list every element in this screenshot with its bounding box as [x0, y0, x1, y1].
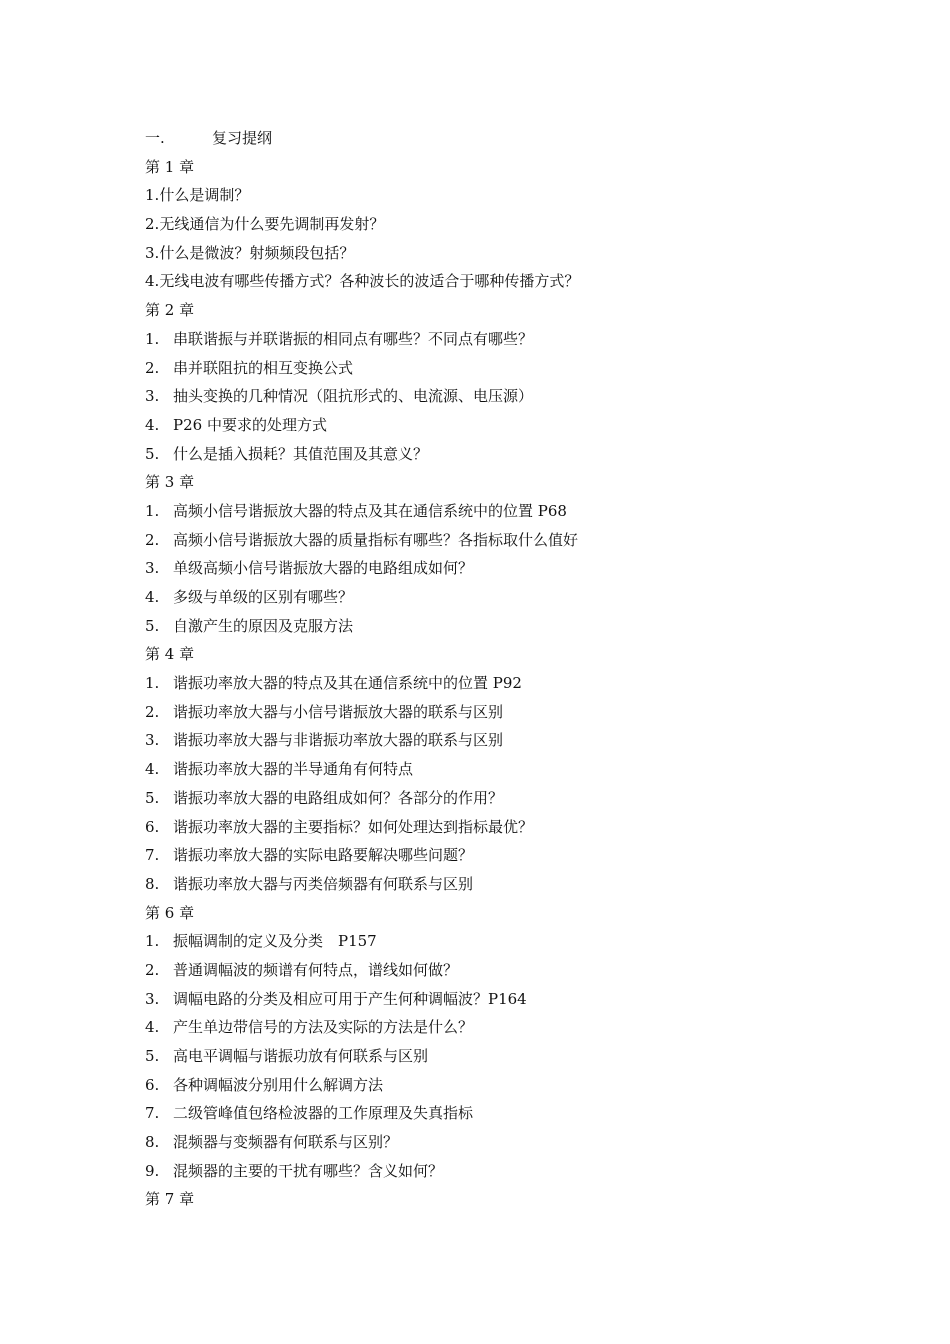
question-text: 谐振功率放大器的半导通角有何特点	[173, 760, 414, 779]
question-text: 混频器的主要的干扰有哪些？含义如何？	[173, 1161, 444, 1180]
question-text: 二级管峰值包络检波器的工作原理及失真指标	[173, 1104, 474, 1123]
chapter-title: 第 7 章	[145, 1190, 195, 1209]
question-text: 单级高频小信号谐振放大器的电路组成如何？	[173, 559, 474, 578]
question-number: 9.	[145, 1161, 160, 1180]
question-item	[145, 669, 905, 698]
question-item	[145, 1128, 905, 1157]
question-text: 多级与单级的区别有哪些？	[173, 588, 354, 606]
question-number: 1.	[145, 932, 160, 951]
question-item	[145, 1042, 905, 1071]
question-number: 4.	[145, 415, 160, 434]
question-number: 2.	[145, 702, 160, 721]
question-number: 6.	[145, 1075, 160, 1094]
section-marker: 一.	[145, 129, 165, 147]
question-number: 2.	[145, 960, 160, 979]
question-number: 3.	[145, 243, 160, 262]
question-item	[145, 813, 905, 842]
question-text: 什么是插入损耗？其值范围及其意义？	[173, 444, 429, 463]
question-number: 2.	[145, 530, 160, 549]
question-text: 什么是微波？射频频段包括？	[159, 243, 355, 262]
question-item	[145, 927, 905, 956]
question-item	[145, 956, 905, 985]
question-number: 1.	[145, 501, 160, 520]
question-number: 3.	[145, 559, 160, 578]
question-text: 高频小信号谐振放大器的质量指标有哪些？各指标取什么值好	[173, 530, 579, 549]
question-number: 1.	[145, 674, 160, 693]
question-number: 5.	[145, 1047, 160, 1065]
document-content	[145, 124, 905, 1214]
question-item	[145, 583, 905, 612]
chapter-title: 第 3 章	[145, 473, 195, 492]
chapter-title: 第 4 章	[145, 645, 195, 664]
question-item	[145, 554, 905, 583]
question-number: 8.	[145, 874, 160, 893]
question-number: 5.	[145, 788, 160, 807]
question-text: 谐振功率放大器的实际电路要解决哪些问题？	[173, 846, 474, 865]
question-item	[145, 411, 905, 440]
question-text: P26 中要求的处理方式	[173, 415, 327, 434]
question-item	[145, 181, 905, 210]
question-item	[145, 526, 905, 555]
question-text: 谐振功率放大器与丙类倍频器有何联系与区别	[173, 874, 474, 893]
question-text: 无线电波有哪些传播方式？各种波长的波适合于哪种传播方式？	[159, 272, 580, 291]
question-item	[145, 612, 905, 641]
question-text: 产生单边带信号的方法及实际的方法是什么？	[173, 1018, 474, 1037]
question-number: 7.	[145, 846, 160, 865]
question-number: 4.	[145, 760, 160, 779]
question-item	[145, 841, 905, 870]
question-number: 2.	[145, 358, 160, 377]
question-number: 3.	[145, 387, 160, 406]
question-text: 无线通信为什么要先调制再发射？	[159, 215, 385, 234]
question-item	[145, 1071, 905, 1100]
question-item	[145, 210, 905, 239]
question-text: 什么是调制？	[159, 186, 250, 205]
question-text: 谐振功率放大器与非谐振功率放大器的联系与区别	[173, 731, 504, 750]
question-number: 4.	[145, 272, 160, 291]
question-text: 谐振功率放大器的主要指标？如何处理达到指标最优？	[173, 817, 534, 836]
question-text: 谐振功率放大器与小信号谐振放大器的联系与区别	[173, 702, 504, 721]
question-item	[145, 985, 905, 1014]
question-number: 5.	[145, 444, 160, 463]
question-text: 抽头变换的几种情况（阻抗形式的、电流源、电压源）	[173, 387, 534, 406]
question-text: 谐振功率放大器的特点及其在通信系统中的位置 P92	[173, 674, 522, 693]
question-number: 8.	[145, 1133, 160, 1152]
question-item	[145, 382, 905, 411]
section-heading	[145, 124, 905, 153]
section-title: 复习提纲	[212, 129, 273, 147]
question-number: 1.	[145, 329, 160, 348]
question-number: 2.	[145, 215, 160, 234]
question-item	[145, 784, 905, 813]
question-number: 4.	[145, 588, 160, 606]
question-text: 混频器与变频器有何联系与区别？	[173, 1133, 399, 1152]
question-text: 高频小信号谐振放大器的特点及其在通信系统中的位置 P68	[173, 501, 567, 520]
question-item	[145, 440, 905, 469]
question-item	[145, 1157, 905, 1186]
question-text: 自激产生的原因及克服方法	[173, 616, 354, 635]
chapter-title: 第 1 章	[145, 157, 195, 176]
question-item	[145, 698, 905, 727]
question-number: 3.	[145, 731, 160, 750]
question-number: 1.	[145, 186, 160, 205]
question-item	[145, 497, 905, 526]
question-number: 5.	[145, 616, 160, 635]
chapter-title: 第 2 章	[145, 301, 195, 320]
question-text: 普通调幅波的频谱有何特点，谱线如何做？	[173, 960, 459, 979]
question-number: 4.	[145, 1018, 160, 1037]
question-item	[145, 1099, 905, 1128]
question-text: 振幅调制的定义及分类 P157	[173, 932, 377, 951]
question-item	[145, 1013, 905, 1042]
question-text: 串并联阻抗的相互变换公式	[173, 358, 354, 377]
question-number: 6.	[145, 817, 160, 836]
question-text: 串联谐振与并联谐振的相同点有哪些？不同点有哪些？	[173, 329, 534, 348]
question-item	[145, 755, 905, 784]
chapter-title: 第 6 章	[145, 903, 195, 922]
question-text: 调幅电路的分类及相应可用于产生何种调幅波？P164	[173, 989, 527, 1008]
question-item	[145, 870, 905, 899]
question-item	[145, 239, 905, 268]
question-number: 3.	[145, 989, 160, 1008]
question-item	[145, 267, 905, 296]
question-item	[145, 354, 905, 383]
question-text: 谐振功率放大器的电路组成如何？各部分的作用？	[173, 788, 504, 807]
question-text: 各种调幅波分别用什么解调方法	[173, 1075, 384, 1094]
question-text: 高电平调幅与谐振功放有何联系与区别	[173, 1047, 429, 1065]
question-item	[145, 325, 905, 354]
question-item	[145, 726, 905, 755]
question-number: 7.	[145, 1104, 160, 1123]
